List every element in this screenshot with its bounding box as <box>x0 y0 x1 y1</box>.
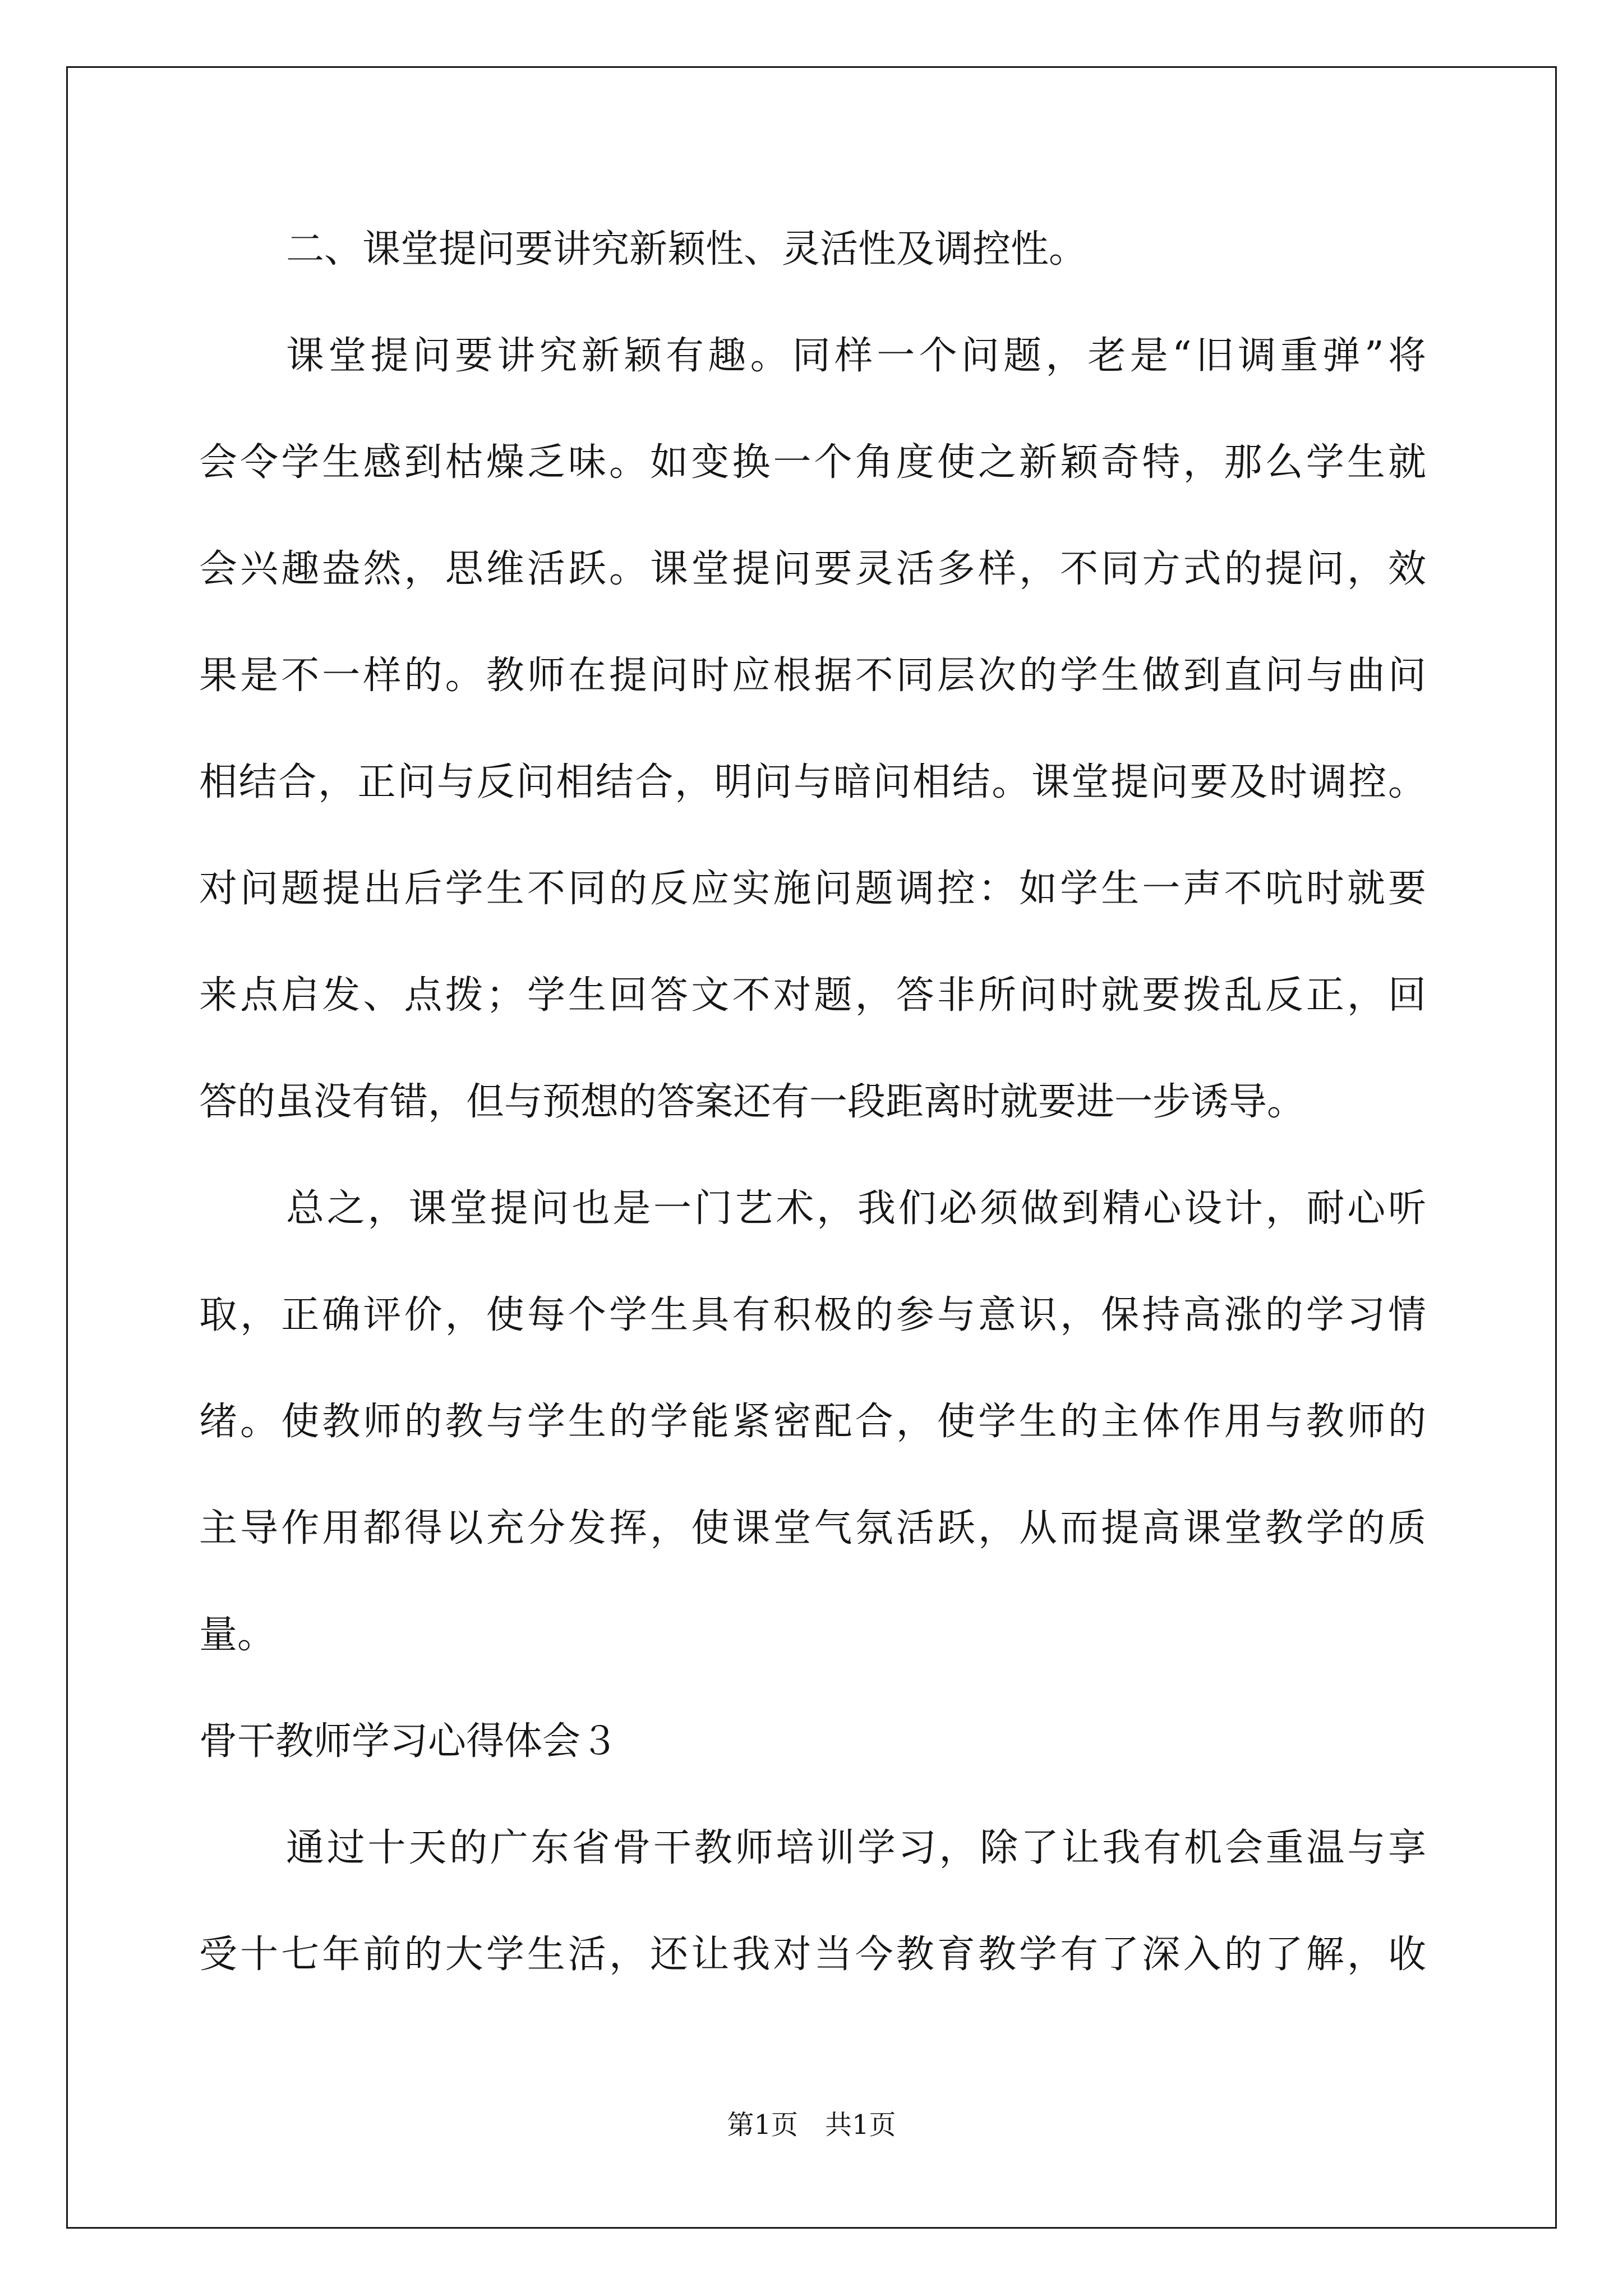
paragraph-line: 相结合，正问与反问相结合，明问与暗问相结。课堂提问要及时调控。 <box>199 760 1426 804</box>
paragraph-line: 会令学生感到枯燥乏味。如变换一个角度使之新颖奇特，那么学生就 <box>199 440 1426 485</box>
paragraph-line: 来点启发、点拨；学生回答文不对题，答非所问时就要拨乱反正，回 <box>199 973 1426 1018</box>
paragraph-line: 答的虽没有错，但与预想的答案还有一段距离时就要进一步诱导。 <box>199 1080 1306 1124</box>
paragraph-line: 取，正确评价，使每个学生具有积极的参与意识，保持高涨的学习情 <box>199 1293 1426 1337</box>
page-frame <box>66 66 1557 2229</box>
paragraph-line: 受十七年前的大学生活，还让我对当今教育教学有了深入的了解，收 <box>199 1932 1426 1977</box>
paragraph-line: 绪。使教师的教与学生的学能紧密配合，使学生的主体作用与教师的 <box>199 1400 1426 1444</box>
article-title: 骨干教师学习心得体会３ <box>199 1719 619 1764</box>
paragraph-line: 量。 <box>199 1613 276 1657</box>
paragraph-line: 主导作用都得以充分发挥，使课堂气氛活跃，从而提高课堂教学的质 <box>199 1506 1426 1550</box>
paragraph-line: 课堂提问要讲究新颖有趣。同样一个问题，老是“旧调重弹”将 <box>286 334 1426 378</box>
paragraph-line: 总之，课堂提问也是一门艺术，我们必须做到精心设计，耐心听 <box>286 1186 1426 1231</box>
paragraph-line: 会兴趣盎然，思维活跃。课堂提问要灵活多样，不同方式的提问，效 <box>199 547 1426 591</box>
paragraph-line: 果是不一样的。教师在提问时应根据不同层次的学生做到直问与曲问 <box>199 654 1426 698</box>
paragraph-line: 通过十天的广东省骨干教师培训学习，除了让我有机会重温与享 <box>286 1826 1426 1870</box>
section-heading: 二、课堂提问要讲究新颖性、灵活性及调控性。 <box>286 227 1087 272</box>
page-footer: 第1页 共1页 <box>727 2109 896 2141</box>
paragraph-line: 对问题提出后学生不同的反应实施问题调控：如学生一声不吭时就要 <box>199 867 1426 911</box>
